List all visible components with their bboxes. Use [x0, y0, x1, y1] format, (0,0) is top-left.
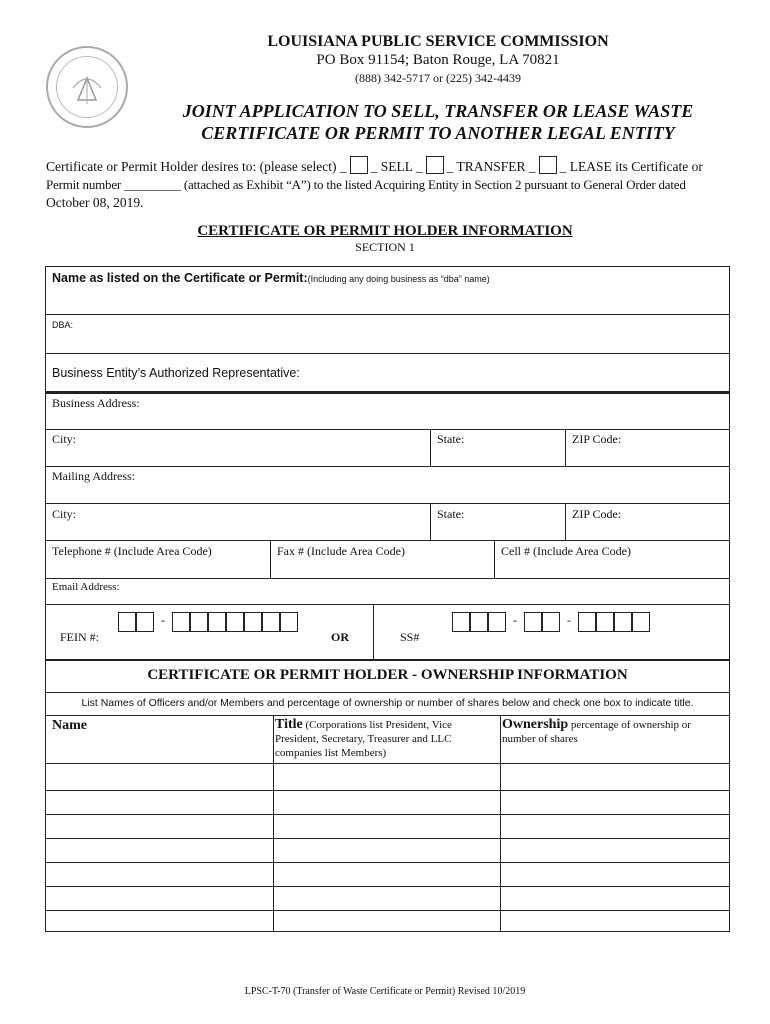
org-name: LOUISIANA PUBLIC SERVICE COMMISSION	[267, 33, 609, 50]
ownership-heading: CERTIFICATE OR PERMIT HOLDER - OWNERSHIP INFORMATION	[147, 667, 628, 683]
mailing-address-label: Mailing Address:	[52, 469, 135, 483]
transfer-checkbox[interactable]	[426, 156, 444, 174]
business-zip-input[interactable]	[625, 431, 728, 465]
ss-dash-1: -	[506, 612, 524, 632]
ownership-instructions: List Names of Officers and/or Members and percentage of ownership or number of shares below and check one box to indicate title.	[81, 697, 694, 709]
col-name-header: Name	[52, 718, 87, 733]
intro-line3: October 08, 2019.	[46, 195, 144, 210]
sell-checkbox[interactable]	[350, 156, 368, 174]
business-state-input[interactable]	[470, 431, 562, 465]
fax-input[interactable]	[272, 558, 492, 577]
ss-dash-2: -	[560, 612, 578, 632]
owner-row[interactable]	[46, 839, 729, 862]
intro-line2: Permit number _________ (attached as Exhibit “A”) to the listed Acquiring Entity in Section 2 pursuant to General Order dated	[46, 177, 686, 192]
business-zip-label: ZIP Code:	[572, 432, 622, 446]
owner-row[interactable]	[46, 887, 729, 910]
mailing-zip-label: ZIP Code:	[572, 507, 622, 521]
owner-row[interactable]	[46, 791, 729, 814]
owner-row[interactable]	[46, 764, 729, 790]
rep-label: Business Entity’s Authorized Representative:	[52, 366, 300, 380]
telephone-label: Telephone # (Include Area Code)	[52, 544, 212, 558]
email-input[interactable]	[130, 580, 728, 604]
dba-input[interactable]	[46, 332, 729, 352]
mailing-city-label: City:	[52, 507, 77, 521]
or-label: OR	[331, 630, 349, 644]
org-phone: (888) 342-5717 or (225) 342-4439	[355, 71, 521, 85]
col-title-header: Title (Corporations list President, Vice President, Secretary, Treasurer and LLC companies list Members)	[275, 717, 452, 759]
org-address: PO Box 91154; Baton Rouge, LA 70821	[316, 52, 560, 68]
owner-row[interactable]	[46, 863, 729, 886]
email-label: Email Address:	[52, 581, 120, 593]
name-input[interactable]	[46, 284, 729, 314]
rep-input[interactable]	[300, 360, 728, 390]
owner-row[interactable]	[46, 911, 729, 931]
fein-dash: -	[154, 612, 172, 632]
form-title-line1: JOINT APPLICATION TO SELL, TRANSFER OR LEASE WASTE	[182, 101, 694, 121]
business-city-input[interactable]	[80, 431, 428, 465]
fax-label: Fax # (Include Area Code)	[277, 544, 405, 558]
business-address-label: Business Address:	[52, 396, 140, 410]
owner-row[interactable]	[46, 815, 729, 838]
section1-heading: CERTIFICATE OR PERMIT HOLDER INFORMATION	[197, 223, 573, 239]
col-own-header: Ownership percentage of ownership or number of shares	[502, 717, 691, 745]
mailing-address-input[interactable]	[145, 468, 728, 502]
footer-text: LPSC-T-70 (Transfer of Waste Certificate or Permit) Revised 10/2019	[244, 986, 526, 997]
ss-input[interactable]	[452, 612, 652, 632]
ss-label: SS#	[400, 630, 420, 644]
mailing-city-input[interactable]	[80, 506, 428, 539]
dba-label: DBA:	[52, 320, 74, 330]
telephone-input[interactable]	[46, 558, 268, 577]
form-title-line2: CERTIFICATE OR PERMIT TO ANOTHER LEGAL ENTITY	[201, 123, 675, 143]
fein-label: FEIN #:	[60, 630, 99, 644]
intro-line1: Certificate or Permit Holder desires to: (please select) _ _ SELL _ _ TRANSFER _ _ LEASE its Certificate or	[46, 156, 736, 176]
lease-checkbox[interactable]	[539, 156, 557, 174]
business-address-input[interactable]	[150, 395, 728, 428]
business-city-label: City:	[52, 432, 77, 446]
cell-input[interactable]	[496, 558, 728, 577]
business-state-label: State:	[437, 432, 465, 446]
fein-input[interactable]	[118, 612, 300, 632]
mailing-state-label: State:	[437, 507, 465, 521]
cell-label: Cell # (Include Area Code)	[501, 544, 631, 558]
mailing-state-input[interactable]	[470, 506, 562, 539]
name-label: Name as listed on the Certificate or Permit:(Including any doing business as “dba” name)	[52, 271, 490, 285]
mailing-zip-input[interactable]	[625, 506, 728, 539]
section1-sub: SECTION 1	[355, 240, 415, 254]
